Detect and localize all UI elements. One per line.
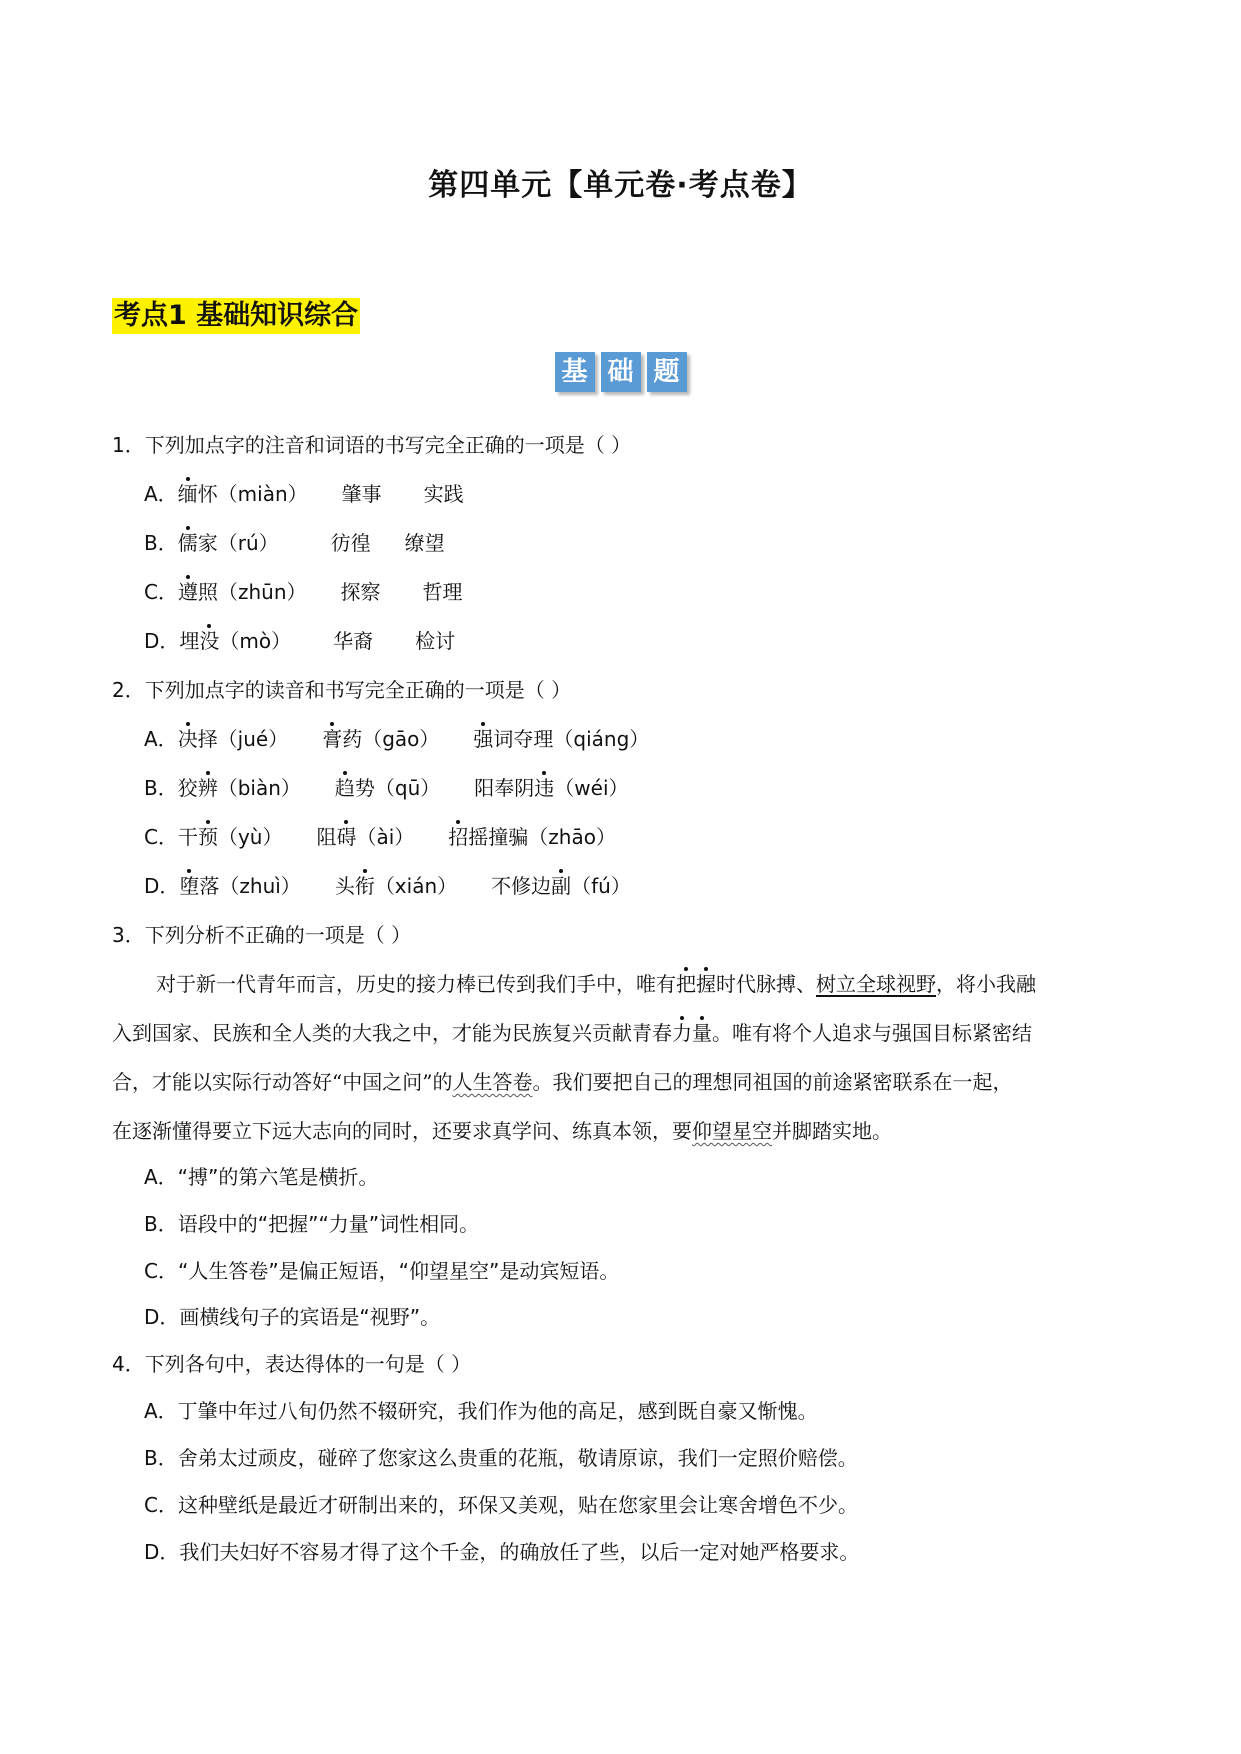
question-2-option-d: D．堕落（zhuì） 头衔（xián） 不修边副（fú） [144,871,631,901]
badge-char: 基 [555,352,595,392]
question-2-option-a: A．决择（jué） 膏药（gāo） 强词夺理（qiáng） [144,724,649,754]
question-1-stem: 1．下列加点字的注音和词语的书写完全正确的一项是（ ） [112,433,632,457]
question-4-option-d: D．我们夫妇好不容易才得了这个千金，的确放任了些，以后一定对她严格要求。 [144,1540,860,1564]
page-title: 第四单元【单元卷·考点卷】 [428,168,813,203]
badge-char: 题 [647,352,687,392]
difficulty-badge [0,352,1241,392]
question-1-option-b: B．儒家（rú） 彷徨 缭望 [144,528,445,558]
passage-line-3: 合，才能以实际行动答好“中国之问”的人生答卷。我们要把自己的理想同祖国的前途紧密联系在一起， [112,1070,1013,1094]
question-1-option-c: C．遵照（zhūn） 探察 哲理 [144,577,463,607]
question-4-option-b: B．舍弟太过顽皮，碰碎了您家这么贵重的花瓶，敬请原谅，我们一定照价赔偿。 [144,1446,858,1470]
section-heading: 考点1 基础知识综合 [112,298,360,334]
question-4-stem: 4．下列各句中，表达得体的一句是（ ） [112,1352,472,1376]
question-3-option-b: B．语段中的“把握”“力量”词性相同。 [144,1212,480,1236]
question-3-stem: 3．下列分析不正确的一项是（ ） [112,923,412,947]
question-3-option-a: A．“搏”的第六笔是横折。 [144,1165,379,1189]
question-4-option-c: C．这种壁纸是最近才研制出来的，环保又美观，贴在您家里会让寒舍增色不少。 [144,1493,858,1517]
question-1-option-d: D．埋没（mò） 华裔 检讨 [144,626,455,656]
question-2-stem: 2．下列加点字的读音和书写完全正确的一项是（ ） [112,678,572,702]
question-2-option-b: B．狡辨（biàn） 趋势（qū） 阳奉阴违（wéi） [144,773,629,803]
badge-char: 础 [601,352,641,392]
question-3-option-d: D．画横线句子的宾语是“视野”。 [144,1305,441,1329]
passage-line-4: 在逐渐懂得要立下远大志向的同时，还要求真学问、练真本领，要仰望星空并脚踏实地。 [112,1119,892,1143]
question-4-option-a: A．丁肇中年过八旬仍然不辍研究，我们作为他的高足，感到既自豪又惭愧。 [144,1399,818,1423]
question-2-option-c: C．干预（yù） 阻碍（ài） 招摇撞骗（zhāo） [144,822,616,852]
passage-line-1: 对于新一代青年而言，历史的接力棒已传到我们手中，唯有把握时代脉搏、树立全球视野，将小我融 [156,969,1036,999]
question-3-option-c: C．“人生答卷”是偏正短语，“仰望星空”是动宾短语。 [144,1259,620,1283]
question-1-option-a: A．缅怀（miàn） 肇事 实践 [144,479,464,509]
passage-line-2: 入到国家、民族和全人类的大我之中，才能为民族复兴贡献青春力量。唯有将个人追求与强国目标紧密结 [112,1018,1032,1048]
